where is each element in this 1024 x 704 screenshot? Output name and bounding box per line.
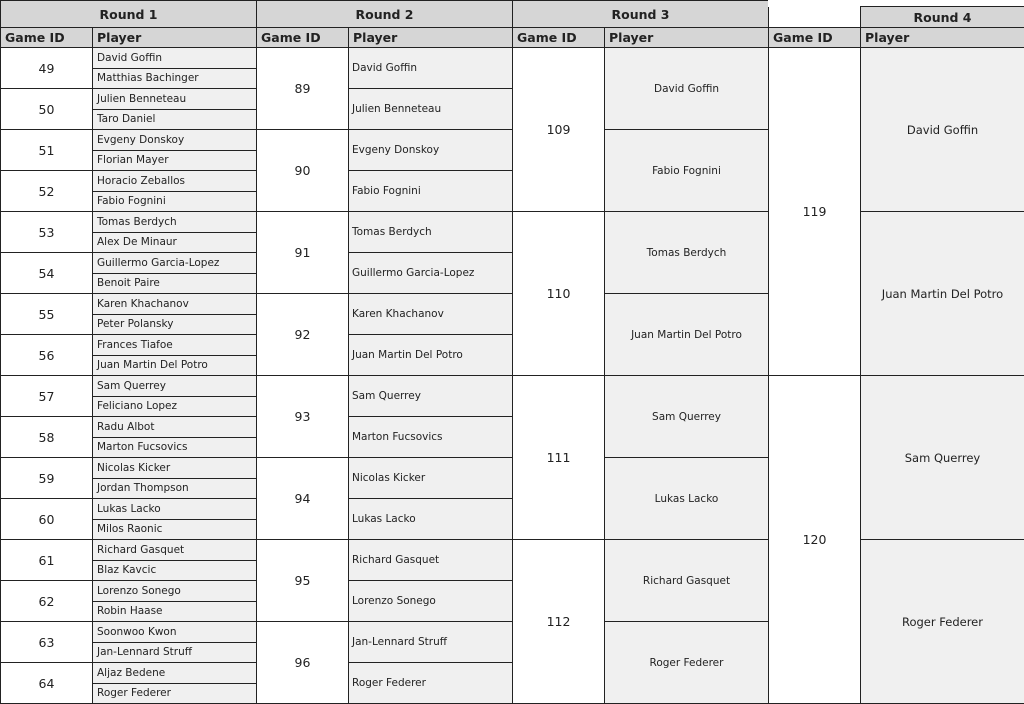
game-id: 53 (0, 211, 93, 253)
game-id: 63 (0, 621, 93, 663)
player-name: Sam Querrey (604, 375, 769, 458)
player-name: Matthias Bachinger (92, 68, 257, 90)
player-name: Guillermo Garcia-Lopez (348, 252, 513, 294)
player-name: Sam Querrey (860, 375, 1024, 540)
game-id: 55 (0, 293, 93, 335)
player-name: Juan Martin Del Potro (860, 211, 1024, 376)
game-id-header: Game ID (0, 27, 93, 48)
player-header: Player (860, 27, 1024, 48)
player-name: Guillermo Garcia-Lopez (92, 252, 257, 274)
player-name: Fabio Fognini (604, 129, 769, 212)
game-id: 94 (256, 457, 349, 540)
player-header: Player (92, 27, 257, 48)
player-name: Karen Khachanov (92, 293, 257, 315)
game-id: 57 (0, 375, 93, 417)
player-name: Radu Albot (92, 416, 257, 438)
player-name: Tomas Berdych (604, 211, 769, 294)
player-name: Lukas Lacko (92, 498, 257, 520)
player-name: Peter Polansky (92, 314, 257, 336)
game-id: 54 (0, 252, 93, 294)
player-name: Frances Tiafoe (92, 334, 257, 356)
game-id: 52 (0, 170, 93, 212)
game-id: 89 (256, 47, 349, 130)
game-id: 95 (256, 539, 349, 622)
game-id: 62 (0, 580, 93, 622)
player-name: David Goffin (92, 47, 257, 69)
player-name: Jordan Thompson (92, 478, 257, 500)
player-name: Marton Fucsovics (348, 416, 513, 458)
player-name: Evgeny Donskoy (348, 129, 513, 171)
player-name: Soonwoo Kwon (92, 621, 257, 643)
game-id: 120 (768, 375, 861, 704)
game-id: 110 (512, 211, 605, 376)
player-name: Roger Federer (860, 539, 1024, 704)
player-name: Roger Federer (92, 683, 257, 704)
player-name: David Goffin (860, 47, 1024, 212)
game-id: 90 (256, 129, 349, 212)
game-id: 56 (0, 334, 93, 376)
game-id: 92 (256, 293, 349, 376)
game-id: 91 (256, 211, 349, 294)
player-name: Juan Martin Del Potro (92, 355, 257, 377)
game-id: 59 (0, 457, 93, 499)
player-name: Roger Federer (604, 621, 769, 704)
game-id: 58 (0, 416, 93, 458)
player-name: Horacio Zeballos (92, 170, 257, 192)
player-name: Feliciano Lopez (92, 396, 257, 418)
player-name: Sam Querrey (92, 375, 257, 397)
player-name: Lukas Lacko (604, 457, 769, 540)
player-header: Player (348, 27, 513, 48)
player-name: Lorenzo Sonego (92, 580, 257, 602)
player-name: Tomas Berdych (348, 211, 513, 253)
round-title: Round 1 (0, 0, 257, 28)
game-id-header: Game ID (256, 27, 349, 48)
player-name: Juan Martin Del Potro (604, 293, 769, 376)
player-name: David Goffin (604, 47, 769, 130)
player-name: Julien Benneteau (92, 88, 257, 110)
player-name: Robin Haase (92, 601, 257, 623)
player-name: Nicolas Kicker (92, 457, 257, 479)
player-name: Lukas Lacko (348, 498, 513, 540)
round-title: Round 2 (256, 0, 513, 28)
game-id: 50 (0, 88, 93, 130)
player-name: Fabio Fognini (348, 170, 513, 212)
player-name: Jan-Lennard Struff (92, 642, 257, 664)
game-id: 60 (0, 498, 93, 540)
game-id: 49 (0, 47, 93, 89)
game-id: 96 (256, 621, 349, 704)
player-name: Taro Daniel (92, 109, 257, 131)
game-id: 112 (512, 539, 605, 704)
game-id-header: Game ID (768, 27, 861, 48)
game-id: 119 (768, 47, 861, 376)
player-name: Jan-Lennard Struff (348, 621, 513, 663)
player-name: Benoit Paire (92, 273, 257, 295)
player-name: Aljaz Bedene (92, 662, 257, 684)
round-title: Round 3 (512, 0, 769, 28)
player-name: Evgeny Donskoy (92, 129, 257, 151)
game-id: 109 (512, 47, 605, 212)
player-name: Milos Raonic (92, 519, 257, 541)
player-name: Richard Gasquet (348, 539, 513, 581)
game-id: 61 (0, 539, 93, 581)
player-name: Karen Khachanov (348, 293, 513, 335)
game-id: 64 (0, 662, 93, 704)
game-id: 93 (256, 375, 349, 458)
player-name: Juan Martin Del Potro (348, 334, 513, 376)
game-id: 51 (0, 129, 93, 171)
player-name: Blaz Kavcic (92, 560, 257, 582)
player-name: Florian Mayer (92, 150, 257, 172)
player-name: Fabio Fognini (92, 191, 257, 213)
game-id-header: Game ID (512, 27, 605, 48)
player-name: Richard Gasquet (92, 539, 257, 561)
player-name: David Goffin (348, 47, 513, 89)
player-name: Richard Gasquet (604, 539, 769, 622)
player-name: Tomas Berdych (92, 211, 257, 233)
player-name: Nicolas Kicker (348, 457, 513, 499)
player-name: Roger Federer (348, 662, 513, 704)
game-id: 111 (512, 375, 605, 540)
player-header: Player (604, 27, 769, 48)
player-name: Sam Querrey (348, 375, 513, 417)
round-title: Round 4 (860, 6, 1024, 28)
player-name: Lorenzo Sonego (348, 580, 513, 622)
player-name: Marton Fucsovics (92, 437, 257, 459)
player-name: Alex De Minaur (92, 232, 257, 254)
player-name: Julien Benneteau (348, 88, 513, 130)
